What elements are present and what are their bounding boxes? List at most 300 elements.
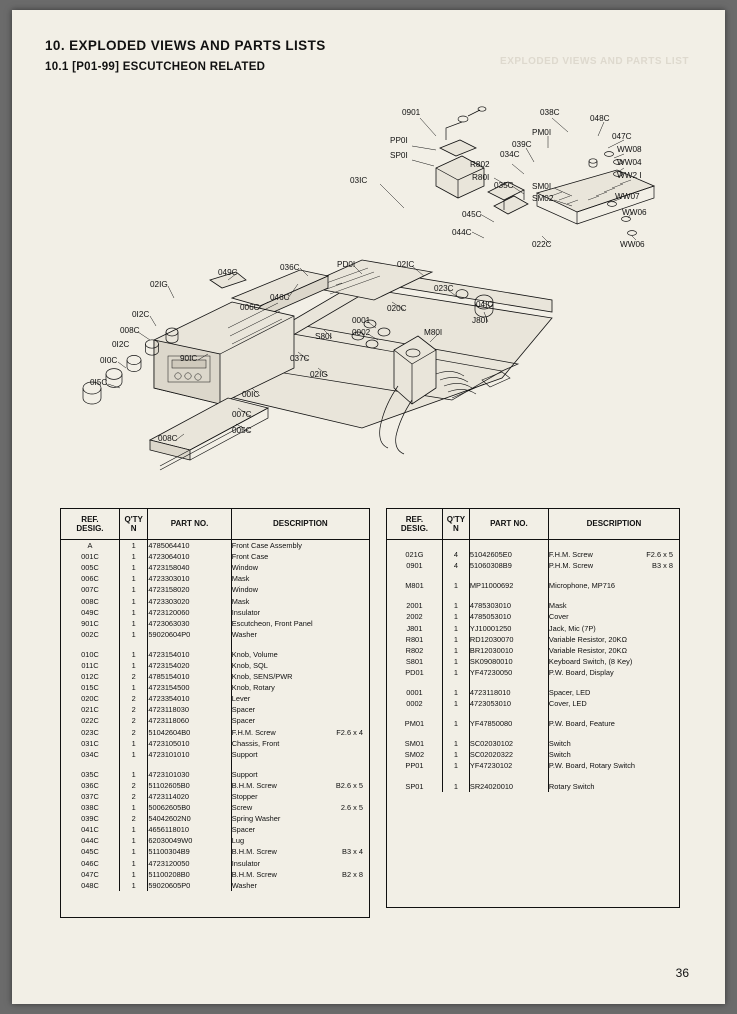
table-row: [61, 595, 369, 606]
diagram-label: 0I0C: [100, 356, 118, 365]
diagram-label: 046C: [270, 293, 290, 302]
cell-ref-desig: 049C: [61, 607, 119, 618]
diagram-label: 022C: [532, 240, 552, 249]
diagram-label: 047C: [612, 132, 632, 141]
table-row: [61, 858, 369, 869]
cell-qty: 1: [119, 540, 147, 552]
column-header-ref-line1: REF.: [81, 514, 99, 524]
diagram-label: R802: [470, 160, 490, 169]
cell-ref-desig: [61, 760, 119, 769]
cell-ref-desig: PP01: [387, 760, 442, 771]
table-row: [61, 791, 369, 802]
table-row: [61, 540, 369, 552]
cell-ref-desig: 022C: [61, 715, 119, 726]
cell-qty: [442, 540, 469, 550]
cell-description-size: B2.6 x 5: [335, 780, 363, 790]
cell-part-no: [469, 709, 548, 718]
table-row: [61, 551, 369, 562]
diagram-label: 0I5C: [90, 378, 108, 387]
cell-qty: 2: [119, 791, 147, 802]
cell-part-no: 4723154500: [148, 682, 231, 693]
table-row: [61, 880, 369, 891]
cell-part-no: 4723101030: [148, 769, 231, 780]
diagram-label: 034C: [500, 150, 520, 159]
table-row: [387, 781, 679, 792]
column-header-ref: [61, 509, 119, 540]
cell-qty: 1: [119, 846, 147, 857]
cell-qty: 2: [119, 715, 147, 726]
diagram-label: WW2 I: [617, 171, 642, 180]
cell-part-no: MP11000692: [469, 580, 548, 591]
cell-ref-desig: SP01: [387, 781, 442, 792]
exploded-view-diagram: [32, 88, 707, 498]
cell-qty: 1: [119, 802, 147, 813]
cell-description: Support: [231, 749, 258, 759]
cell-ref-desig: 039C: [61, 813, 119, 824]
cell-description-text: Screw: [231, 803, 253, 813]
cell-ref-desig: PD01: [387, 667, 442, 678]
diagram-label: WW06: [620, 240, 645, 249]
cell-part-no: 51042605E0: [469, 549, 548, 560]
diagram-label: S80I: [315, 332, 332, 341]
cell-qty: 1: [442, 667, 469, 678]
cell-description: Knob, Volume: [231, 649, 278, 659]
cell-part-no: [469, 678, 548, 687]
diagram-label: 00IC: [242, 390, 260, 399]
diagram-label: WW04: [617, 158, 642, 167]
column-header-qty: [442, 509, 469, 540]
table-row: [61, 780, 369, 791]
table-row: [387, 656, 679, 667]
cell-ref-desig: 048C: [61, 880, 119, 891]
cell-part-no: 59020605P0: [148, 880, 231, 891]
cell-ref-desig: R801: [387, 634, 442, 645]
cell-part-no: 59020604P0: [148, 629, 231, 640]
table-row: [387, 738, 679, 749]
cell-part-no: 4723120050: [148, 858, 231, 869]
cell-description: Rotary Switch: [548, 781, 595, 791]
diagram-label: 90IC: [180, 354, 198, 363]
column-header-ref-line2: DESIG.: [76, 524, 104, 533]
cell-part-no: SC02030102: [469, 738, 548, 749]
cell-description: Chassis, Front: [231, 738, 280, 748]
cell-ref-desig: SM02: [387, 749, 442, 760]
diagram-label: 039C: [512, 140, 532, 149]
cell-ref-desig: 037C: [61, 791, 119, 802]
cell-description: Switch: [548, 739, 571, 749]
cell-ref-desig: [387, 678, 442, 687]
cell-qty: 4: [442, 560, 469, 571]
cell-part-no: 4723154010: [148, 649, 231, 660]
cell-part-no: SK09080010: [469, 656, 548, 667]
diagram-label: WW06: [622, 208, 647, 217]
cell-part-no: 4785154010: [148, 671, 231, 682]
cell-description-size: F2.6 x 4: [336, 727, 363, 737]
cell-ref-desig: 2001: [387, 600, 442, 611]
table-row: [387, 687, 679, 698]
table-row: [61, 682, 369, 693]
diagram-label: 007C: [232, 410, 252, 419]
cell-description: Spacer: [231, 825, 256, 835]
cell-description: Microphone, MP716: [548, 581, 616, 591]
cell-description: Lug: [231, 836, 245, 846]
cell-ref-desig: M801: [387, 580, 442, 591]
exploded-view-drawing: [32, 88, 707, 498]
cell-description: [548, 571, 679, 580]
cell-qty: [119, 760, 147, 769]
cell-description: Spacer: [231, 716, 256, 726]
table-row: [61, 607, 369, 618]
column-header-description: DESCRIPTION: [231, 509, 369, 540]
cell-ref-desig: 0002: [387, 698, 442, 709]
cell-part-no: YF47230102: [469, 760, 548, 771]
cell-part-no: [469, 772, 548, 781]
cell-ref-desig: 044C: [61, 835, 119, 846]
cell-ref-desig: [387, 729, 442, 738]
cell-ref-desig: 0901: [387, 560, 442, 571]
column-header-part-no: PART NO.: [148, 509, 231, 540]
cell-description: Front Case: [231, 552, 269, 562]
cell-part-no: 4723303010: [148, 573, 231, 584]
table-row: [61, 846, 369, 857]
parts-table-right: [386, 508, 680, 908]
table-row: [61, 727, 369, 738]
diagram-label: 0I2C: [112, 340, 130, 349]
diagram-label: 038C: [540, 108, 560, 117]
table-row: [387, 622, 679, 633]
cell-description: Lever: [231, 694, 251, 704]
cell-description: Washer: [231, 629, 257, 639]
cell-description: [548, 540, 679, 550]
cell-part-no: 4723114020: [148, 791, 231, 802]
cell-qty: [119, 640, 147, 649]
table-row: [61, 629, 369, 640]
cell-ref-desig: 008C: [61, 595, 119, 606]
table-row: [387, 571, 679, 580]
column-header-ref: [387, 509, 442, 540]
column-header-part-no: PART NO.: [469, 509, 548, 540]
cell-qty: 1: [119, 835, 147, 846]
cell-qty: [442, 772, 469, 781]
diagram-label: 023C: [434, 284, 454, 293]
table-row: [387, 749, 679, 760]
cell-qty: 1: [119, 769, 147, 780]
cell-part-no: [469, 591, 548, 600]
diagram-label: 008C: [158, 434, 178, 443]
table-row: [387, 611, 679, 622]
cell-qty: 1: [442, 738, 469, 749]
cell-qty: 1: [119, 562, 147, 573]
cell-description: Cover: [548, 612, 569, 622]
cell-qty: 1: [119, 858, 147, 869]
table-row: [61, 562, 369, 573]
diagram-label: 04IC: [476, 300, 494, 309]
diagram-label: 044C: [452, 228, 472, 237]
cell-part-no: YF47230050: [469, 667, 548, 678]
column-header-ref-line2: DESIG.: [400, 524, 429, 533]
column-header-description: DESCRIPTION: [548, 509, 679, 540]
table-row: [61, 660, 369, 671]
cell-qty: 1: [119, 824, 147, 835]
diagram-label: 0002: [352, 328, 371, 337]
table-row: [61, 869, 369, 880]
table-row: [61, 704, 369, 715]
diagram-label: 020C: [387, 304, 407, 313]
cell-ref-desig: [387, 571, 442, 580]
cell-description: P.W. Board, Rotary Switch: [548, 761, 636, 771]
cell-description-text: F.H.M. Screw: [548, 550, 593, 560]
cell-description: [548, 678, 679, 687]
cell-qty: 1: [119, 629, 147, 640]
cell-ref-desig: 001C: [61, 551, 119, 562]
diagram-label: 02IG: [150, 280, 168, 289]
column-header-qty-line1: Q'TY: [124, 514, 143, 524]
cell-ref-desig: 031C: [61, 738, 119, 749]
cell-ref-desig: [387, 772, 442, 781]
column-header-qty-line1: Q'TY: [446, 514, 466, 524]
cell-qty: 1: [119, 584, 147, 595]
cell-part-no: [469, 540, 548, 550]
cell-qty: 1: [442, 645, 469, 656]
diagram-label: PM0I: [532, 128, 552, 137]
cell-description: Escutcheon, Front Panel: [231, 618, 313, 628]
cell-description: Insulator: [231, 607, 261, 617]
cell-ref-desig: 011C: [61, 660, 119, 671]
diagram-label: 048C: [590, 114, 610, 123]
table-row: [61, 738, 369, 749]
cell-qty: 2: [119, 727, 147, 738]
table-row: [387, 667, 679, 678]
cell-part-no: [469, 729, 548, 738]
cell-description: Knob, SQL: [231, 660, 268, 670]
diagram-label: J80I: [472, 316, 488, 325]
cell-part-no: [148, 760, 231, 769]
table-row: [387, 760, 679, 771]
cell-part-no: 51060308B9: [469, 560, 548, 571]
cell-description: [548, 560, 679, 571]
cell-ref-desig: [387, 709, 442, 718]
cell-ref-desig: [387, 591, 442, 600]
cell-description: Variable Resistor, 20KΩ: [548, 645, 628, 655]
cell-part-no: 4723064010: [148, 551, 231, 562]
column-header-qty-line2: N: [130, 524, 137, 533]
manual-page: [12, 10, 725, 1004]
cell-qty: 1: [119, 880, 147, 891]
cell-description: [231, 802, 369, 813]
cell-description-size: 2.6 x 5: [340, 803, 363, 813]
diagram-label: 035C: [494, 181, 514, 190]
cell-part-no: 4723303020: [148, 595, 231, 606]
cell-part-no: [469, 571, 548, 580]
cell-part-no: 4723118060: [148, 715, 231, 726]
cell-description: Insulator: [231, 858, 261, 868]
cell-part-no: 51042604B0: [148, 727, 231, 738]
cell-description: [231, 640, 369, 649]
table-row: [61, 760, 369, 769]
cell-description: Cover, LED: [548, 699, 587, 709]
cell-part-no: [148, 640, 231, 649]
cell-description: Switch: [548, 750, 571, 760]
cell-ref-desig: 045C: [61, 846, 119, 857]
cell-description: P.W. Board, Feature: [548, 719, 615, 729]
diagram-label: 045C: [462, 210, 482, 219]
cell-part-no: 4723120060: [148, 607, 231, 618]
cell-ref-desig: 047C: [61, 869, 119, 880]
cell-description: Mask: [231, 596, 250, 606]
cell-qty: [442, 678, 469, 687]
cell-part-no: 4723053010: [469, 698, 548, 709]
cell-part-no: 51100208B0: [148, 869, 231, 880]
table-row: [61, 769, 369, 780]
cell-ref-desig: 012C: [61, 671, 119, 682]
cell-qty: 1: [442, 611, 469, 622]
cell-description: Variable Resistor, 20KΩ: [548, 634, 628, 644]
cell-qty: 1: [442, 749, 469, 760]
cell-description: Window: [231, 585, 259, 595]
cell-ref-desig: 021G: [387, 549, 442, 560]
cell-description: Support: [231, 769, 258, 779]
diagram-label: 006C: [240, 303, 260, 312]
diagram-label: 02IC: [397, 260, 415, 269]
diagram-label: 005C: [232, 426, 252, 435]
cell-description: Window: [231, 563, 259, 573]
cell-qty: 1: [119, 738, 147, 749]
diagram-label: 036C: [280, 263, 300, 272]
cell-qty: 2: [119, 671, 147, 682]
diagram-label: PP0I: [390, 136, 408, 145]
table-row: [387, 540, 679, 550]
diagram-label: PD0I: [337, 260, 356, 269]
column-header-ref-line1: REF.: [405, 514, 424, 524]
diagram-label: SP0I: [390, 151, 408, 160]
cell-qty: 2: [119, 813, 147, 824]
table-row: [61, 671, 369, 682]
cell-qty: 1: [442, 634, 469, 645]
cell-qty: 4: [442, 549, 469, 560]
cell-part-no: 4723063030: [148, 618, 231, 629]
cell-description: [231, 846, 369, 857]
cell-qty: 1: [442, 781, 469, 792]
section-heading: 10. EXPLODED VIEWS AND PARTS LISTS: [45, 38, 326, 53]
cell-part-no: 4723105010: [148, 738, 231, 749]
cell-part-no: 4723354010: [148, 693, 231, 704]
cell-part-no: 4723158020: [148, 584, 231, 595]
cell-description: [548, 772, 679, 781]
cell-ref-desig: 901C: [61, 618, 119, 629]
cell-description-size: B2 x 8: [342, 869, 363, 879]
cell-ref-desig: 010C: [61, 649, 119, 660]
cell-qty: 1: [442, 600, 469, 611]
cell-ref-desig: 006C: [61, 573, 119, 584]
cell-qty: 1: [442, 698, 469, 709]
cell-description: [231, 780, 369, 791]
cell-ref-desig: SM01: [387, 738, 442, 749]
cell-description: P.W. Board, Display: [548, 667, 614, 677]
cell-part-no: 54042602N0: [148, 813, 231, 824]
table-row: [387, 549, 679, 560]
cell-qty: 1: [119, 649, 147, 660]
cell-qty: 1: [442, 622, 469, 633]
cell-description: [548, 549, 679, 560]
column-header-qty: [119, 509, 147, 540]
table-row: [61, 813, 369, 824]
diagram-label: 008C: [120, 326, 140, 335]
cell-qty: 1: [442, 580, 469, 591]
cell-ref-desig: 041C: [61, 824, 119, 835]
cell-description: [548, 591, 679, 600]
table-row: [61, 640, 369, 649]
table-row: [61, 584, 369, 595]
cell-qty: 1: [119, 607, 147, 618]
cell-part-no: 4656118010: [148, 824, 231, 835]
cell-description-text: P.H.M. Screw: [548, 561, 594, 571]
cell-description: Spacer, LED: [548, 687, 591, 697]
cell-part-no: SR24020010: [469, 781, 548, 792]
table-row: [387, 580, 679, 591]
cell-qty: 1: [119, 749, 147, 760]
cell-part-no: YF47850080: [469, 718, 548, 729]
column-header-qty-line2: N: [453, 524, 459, 533]
cell-part-no: 4785303010: [469, 600, 548, 611]
table-row: [387, 709, 679, 718]
diagram-label: 0001: [352, 316, 371, 325]
cell-qty: 2: [119, 704, 147, 715]
cell-ref-desig: 007C: [61, 584, 119, 595]
cell-description: Keyboard Switch, (8 Key): [548, 656, 633, 666]
cell-description-size: F2.6 x 5: [646, 550, 673, 560]
cell-description: Spacer: [231, 705, 256, 715]
table-row: [61, 618, 369, 629]
cell-ref-desig: 038C: [61, 802, 119, 813]
cell-qty: 1: [119, 682, 147, 693]
cell-ref-desig: R802: [387, 645, 442, 656]
diagram-label: WW07: [615, 192, 640, 201]
diagram-label: 037C: [290, 354, 310, 363]
cell-ref-desig: 034C: [61, 749, 119, 760]
diagram-label: WW08: [617, 145, 642, 154]
cell-description-text: B.H.M. Screw: [231, 847, 277, 857]
cell-qty: 2: [119, 693, 147, 704]
table-row: [61, 693, 369, 704]
cell-ref-desig: 023C: [61, 727, 119, 738]
cell-description-text: B.H.M. Screw: [231, 869, 277, 879]
cell-qty: 1: [119, 660, 147, 671]
table-row: [387, 634, 679, 645]
cell-qty: 1: [442, 760, 469, 771]
table-row: [387, 678, 679, 687]
table-row: [387, 772, 679, 781]
cell-description-size: B3 x 8: [652, 561, 673, 571]
parts-table-right-body: [387, 540, 679, 792]
diagram-label: SM02: [532, 194, 554, 203]
cell-description-text: F.H.M. Screw: [231, 727, 276, 737]
cell-part-no: 4723158040: [148, 562, 231, 573]
diagram-label: R80I: [472, 173, 490, 182]
cell-part-no: YJ10001250: [469, 622, 548, 633]
cell-part-no: 62030049W0: [148, 835, 231, 846]
table-row: [61, 649, 369, 660]
faded-header-text: EXPLODED VIEWS AND PARTS LIST: [500, 56, 689, 67]
diagram-label: 049C: [218, 268, 238, 277]
cell-part-no: 4723154020: [148, 660, 231, 671]
diagram-label: 03IC: [350, 176, 368, 185]
cell-qty: 1: [119, 595, 147, 606]
cell-ref-desig: 015C: [61, 682, 119, 693]
cell-part-no: 51102605B0: [148, 780, 231, 791]
cell-description: [231, 760, 369, 769]
cell-ref-desig: 046C: [61, 858, 119, 869]
cell-description: [548, 729, 679, 738]
